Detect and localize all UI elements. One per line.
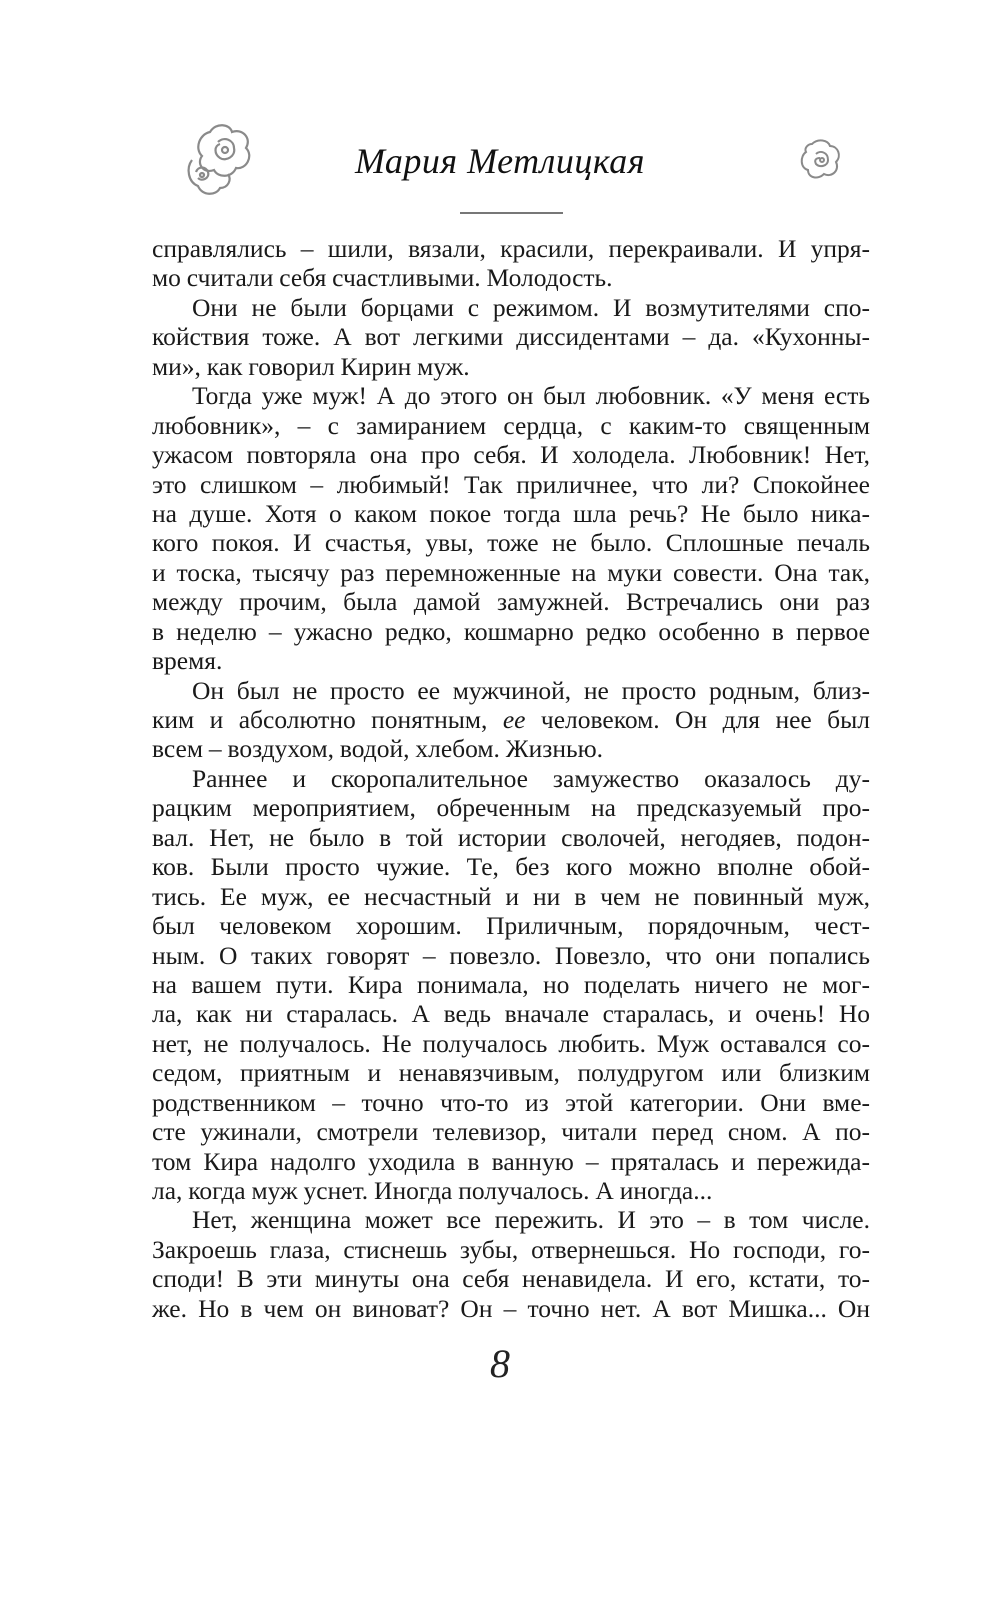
italic-emphasis: ее	[502, 705, 526, 734]
text-line: нет, не получалось. Не получалось любить. Муж оставался со-	[152, 1028, 870, 1058]
header-divider	[460, 212, 563, 214]
text-line: ным. О таких говорят – повезло. Повезло, что они попались	[152, 940, 870, 970]
text-line: родственником – точно что-то из этой категории. Они вме-	[152, 1087, 870, 1117]
running-header-author: Мария Метлицкая	[354, 141, 646, 181]
text-line: споди! В эти минуты она себя ненавидела. И его, кстати, то-	[152, 1264, 870, 1294]
text-line: Нет, женщина может все пережить. И это – в том числе.	[192, 1205, 870, 1235]
text-line: между прочим, была дамой замужней. Встречались они раз	[152, 587, 870, 617]
text-line: ла, когда муж уснет. Иногда получалось. А иногда...	[152, 1176, 713, 1205]
text-line: был человеком хорошим. Приличным, порядочным, чест-	[152, 911, 870, 941]
text-line: на душе. Хотя о каком покое тогда шла речь? Не было ника-	[152, 498, 870, 528]
text-line: Закроешь глаза, стиснешь зубы, отвернешься. Но господи, го-	[152, 1234, 870, 1264]
text-segment: человеком. Он для нее был	[525, 705, 871, 734]
text-line: седом, приятным и ненавязчивым, полудругом или близким	[152, 1058, 870, 1088]
text-line: Он был не просто ее мужчиной, не просто родным, близ-	[192, 675, 870, 705]
text-line: ла, как ни старалась. А ведь вначале старалась, и очень! Но	[152, 999, 870, 1029]
text-line: это слишком – любимый! Так приличнее, что ли? Спокойнее	[152, 469, 870, 499]
text-line: Они не были борцами с режимом. И возмутителями спо-	[192, 292, 870, 322]
text-line: койствия тоже. А вот легкими диссидентами – да. «Кухонны-	[152, 322, 870, 352]
body-text	[152, 234, 870, 1323]
text-line: в неделю – ужасно редко, кошмарно редко особенно в первое	[152, 616, 870, 646]
text-line: время.	[152, 646, 223, 676]
text-line: любовник», – с замиранием сердца, с каким-то священным	[152, 410, 870, 440]
text-line: рацким мероприятием, обреченным на предсказуемый про-	[152, 793, 870, 823]
text-line: ков. Были просто чужие. Те, без кого можно вполне обой-	[152, 852, 870, 882]
text-line	[152, 705, 870, 734]
text-line: Раннее и скоропалительное замужество оказалось ду-	[192, 763, 870, 793]
text-line: справлялись – шили, вязали, красили, перекраивали. И упря-	[152, 234, 870, 263]
text-line: кого покоя. И счастья, увы, тоже не было. Сплошные печаль	[152, 528, 870, 558]
text-line: сте ужинали, смотрели телевизор, читали перед сном. А по-	[152, 1117, 870, 1147]
text-line: ужасом повторяла она про себя. И холодела. Любовник! Нет,	[152, 440, 870, 470]
text-line: мо считали себя счастливыми. Молодость.	[152, 263, 613, 293]
text-line: же. Но в чем он виноват? Он – точно нет. А вот Мишка... Он	[152, 1293, 870, 1323]
text-line: тись. Ее муж, ее несчастный и ни в чем не повинный муж,	[152, 881, 870, 911]
text-line: на вашем пути. Кира понимала, но поделать ничего не мог-	[152, 969, 870, 999]
text-line: и тоска, тысячу раз перемноженные на муки совести. Она так,	[152, 557, 870, 587]
text-line: том Кира надолго уходила в ванную – пряталась и пережида-	[152, 1146, 870, 1176]
text-line: Тогда уже муж! А до этого он был любовник. «У меня есть	[192, 381, 870, 411]
text-line: ми», как говорил Кирин муж.	[152, 351, 470, 381]
text-line: всем – воздухом, водой, хлебом. Жизнью.	[152, 734, 604, 764]
text-line: вал. Нет, не было в той истории сволочей, негодяев, подон-	[152, 822, 870, 852]
text-segment: ким и абсолютно понятным,	[152, 705, 503, 734]
page-number: 8	[490, 1341, 510, 1386]
